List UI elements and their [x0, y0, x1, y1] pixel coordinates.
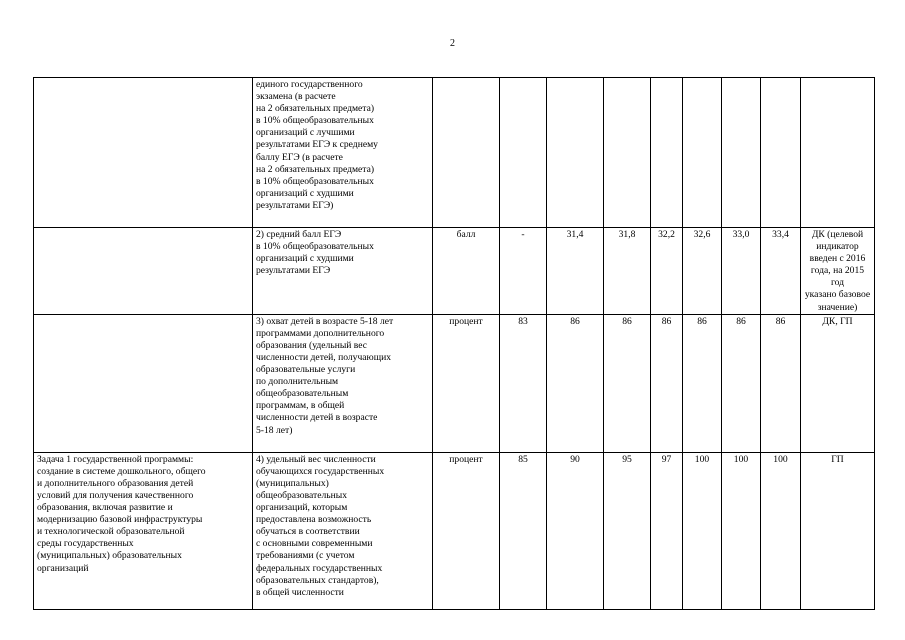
value-cell [683, 78, 722, 228]
unit-cell [433, 78, 500, 228]
value-cell: 100 [683, 452, 722, 609]
note-cell: ГП [801, 452, 875, 609]
value-cell: 97 [651, 452, 683, 609]
value-cell: 33,0 [722, 228, 761, 315]
table-row [34, 452, 875, 609]
value-cell: 33,4 [761, 228, 801, 315]
unit-cell: процент [433, 452, 500, 609]
indicators-table [33, 77, 875, 610]
value-cell [722, 78, 761, 228]
value-cell [604, 78, 651, 228]
value-cell: 95 [604, 452, 651, 609]
indicator-cell: 3) охват детей в возрасте 5-18 лет программами дополнительного образования (удельный вес численности детей, получающих образовательные услуги по дополнительным общеобразовательным программам, в общей численности детей в возрасте 5-18 лет) [253, 314, 433, 452]
value-cell: 86 [651, 314, 683, 452]
task-cell [34, 78, 253, 228]
task-cell [34, 314, 253, 452]
unit-cell: балл [433, 228, 500, 315]
value-cell: 83 [500, 314, 547, 452]
task-cell [34, 228, 253, 315]
value-cell: 100 [761, 452, 801, 609]
page-number: 2 [450, 38, 455, 49]
value-cell: 90 [547, 452, 604, 609]
value-cell: 86 [683, 314, 722, 452]
table-row [34, 78, 875, 228]
value-cell: 31,4 [547, 228, 604, 315]
table-row [34, 228, 875, 315]
value-cell: 85 [500, 452, 547, 609]
value-cell: 100 [722, 452, 761, 609]
indicator-cell: 2) средний балл ЕГЭ в 10% общеобразовательных организаций с худшими результатами ЕГЭ [253, 228, 433, 315]
value-cell: 86 [604, 314, 651, 452]
note-cell: ДК (целевой индикатор введен с 2016 года, на 2015 год указано базовое значение) [801, 228, 875, 315]
value-cell [651, 78, 683, 228]
value-cell: 86 [547, 314, 604, 452]
value-cell: 86 [761, 314, 801, 452]
value-cell: 32,2 [651, 228, 683, 315]
note-cell [801, 78, 875, 228]
unit-cell: процент [433, 314, 500, 452]
value-cell [547, 78, 604, 228]
task-cell: Задача 1 государственной программы: создание в системе дошкольного, общего и дополнительного образования детей условий для получения качественного образования, включая развитие и модернизацию базовой инфраструктуры и технологической образовательной среды государственных (муниципальных) образовательных организаций [34, 452, 253, 609]
value-cell: 31,8 [604, 228, 651, 315]
value-cell [500, 78, 547, 228]
value-cell: 86 [722, 314, 761, 452]
note-cell: ДК, ГП [801, 314, 875, 452]
indicator-cell: 4) удельный вес численности обучающихся государственных (муниципальных) общеобразовательных организаций, которым предоставлена возможность обучаться в соответствии с основными современными требованиями (с учетом федеральных государственных образовательных стандартов), в общей численности [253, 452, 433, 609]
indicator-cell: единого государственного экзамена (в расчете на 2 обязательных предмета) в 10% общеобразовательных организаций с лучшими результатами ЕГЭ к среднему баллу ЕГЭ (в расчете на 2 обязательных предмета) в 10% общеобразовательных организаций с худшими результатами ЕГЭ) [253, 78, 433, 228]
table-row [34, 314, 875, 452]
value-cell: - [500, 228, 547, 315]
value-cell: 32,6 [683, 228, 722, 315]
value-cell [761, 78, 801, 228]
